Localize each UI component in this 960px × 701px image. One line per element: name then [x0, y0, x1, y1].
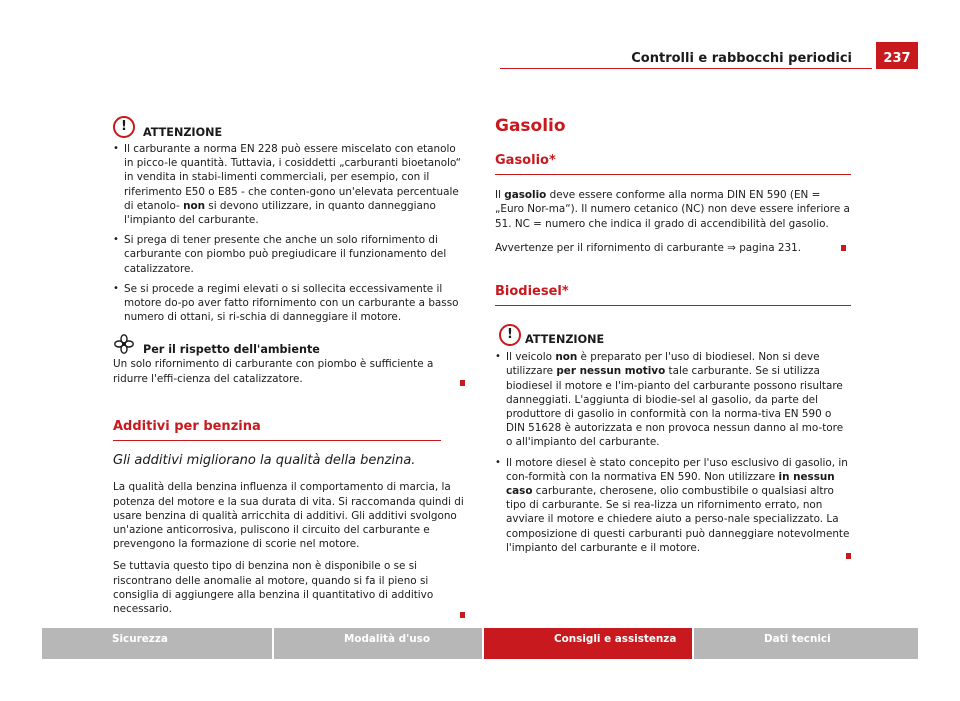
additives-paragraph-1: La qualità della benzina influenza il comportamento di marcia, la potenza del motore e la sua durata di vita. Si raccomanda quindi di usare benzina di qualità arricchita di additivi. Gli additivi svolgono un'azione anticorrosiva, puliscono il circuito del carburante e prevengono la formazione di scorie nel motore.	[113, 481, 464, 551]
biodiesel-title: Biodiesel*	[495, 284, 569, 300]
flower-icon	[114, 334, 134, 354]
additives-rule	[113, 440, 441, 441]
warning-list	[113, 142, 465, 324]
gasolio-paragraph-1: Il gasolio deve essere conforme alla norma DIN EN 590 (EN = „Euro Nor-ma“). Il numero cetanico (NC) non deve essere inferiore a 51. NC = numero che indica il grado di accendibilità del gasolio.	[495, 189, 850, 230]
warning-item: • Se si procede a regimi elevati o si sollecita eccessivamente il motore do-po aver fatto rifornimento con un carburante a basso numero di ottani, si ri-schia di danneggiare il motore.	[113, 282, 465, 325]
gasolio-paragraph-2: Avvertenze per il rifornimento di carburante ⇒ pagina 231.	[495, 241, 851, 255]
warning-item: • Il veicolo non è preparato per l'uso di biodiesel. Non si deve utilizzare per nessun motivo tale carburante. Se si utilizza biodiesel il motore e l'im-pianto del carburante possono risultare danneggiati. L'aggiunta di biodie-sel al gasolio, da parte del produttore di gasolio in conformità con la norma-tiva EN 590 o DIN 51628 è autorizzata e non provoca nessun danno al mo-tore o all'impianto del carburante.	[495, 350, 851, 449]
right-column	[495, 116, 851, 563]
header-rule	[500, 68, 872, 69]
footer-tab-sicurezza[interactable]: Sicurezza	[42, 628, 272, 659]
warning-item: • Il motore diesel è stato concepito per l'uso esclusivo di gasolio, in con-formità con la normativa EN 590. Non utilizzare in nessun caso carburante, cherosene, olio combustibile o qualsiasi altro tipo di carburante. Se si rea-lizza un rifornimento errato, non avviare il motore e chiedere aiuto a perso-nale specializzato. La composizione di questi carburanti può danneggiare notevolmente l'impianto del carburante e il motore.	[495, 456, 851, 555]
biodiesel-warning-list	[495, 350, 851, 555]
footer-tab-consigli-assistenza[interactable]: Consigli e assistenza	[484, 628, 692, 659]
footer-tab-dati-tecnici[interactable]: Dati tecnici	[694, 628, 918, 659]
environment-text: Un solo rifornimento di carburante con piombo è sufficiente a ridurre l'effi-cienza del catalizzatore.	[113, 358, 434, 385]
warning-item: • Si prega di tener presente che anche un solo rifornimento di carburante con piombo può pregiudicare il funzionamento del catalizzatore.	[113, 233, 465, 276]
warning-icon: !	[499, 324, 521, 346]
gasolio-rule	[495, 174, 851, 175]
left-column	[113, 116, 465, 622]
additives-title: Additivi per benzina	[113, 419, 261, 435]
warning-box-header	[113, 116, 465, 138]
main-title: Gasolio	[495, 116, 566, 136]
page-number: 237	[876, 42, 918, 69]
biodiesel-warning-title: ATTENZIONE	[525, 333, 605, 347]
environment-header	[113, 334, 465, 356]
biodiesel-warning-header	[495, 324, 851, 346]
warning-item: • Il carburante a norma EN 228 può essere miscelato con etanolo in picco-le quantità. Tuttavia, i cosiddetti „carburanti bioetanolo“ in vendita in stabi-limenti commerciali, per esempio, con il riferimento E50 o E85 - che conten-gono un'elevata percentuale di etanolo- non si devono utilizzare, in quanto danneggiano l'impianto del carburante.	[113, 142, 465, 227]
warning-icon: !	[113, 116, 135, 138]
gasolio-title: Gasolio*	[495, 153, 556, 168]
footer-tab-modalita-uso[interactable]: Modalità d'uso	[274, 628, 482, 659]
additives-subtitle: Gli additivi migliorano la qualità della benzina.	[113, 453, 416, 469]
biodiesel-rule	[495, 305, 851, 306]
environment-title: Per il rispetto dell'ambiente	[143, 343, 320, 357]
warning-title: ATTENZIONE	[143, 126, 223, 139]
additives-paragraph-2: Se tuttavia questo tipo di benzina non è disponibile o se si riscontrano delle anomalie al motore, quando si fa il pieno si consiglia di aggiungere alla benzina il quantitativo di additivo necessario.	[113, 560, 434, 616]
page-header-title: Controlli e rabbocchi periodici	[631, 51, 852, 66]
